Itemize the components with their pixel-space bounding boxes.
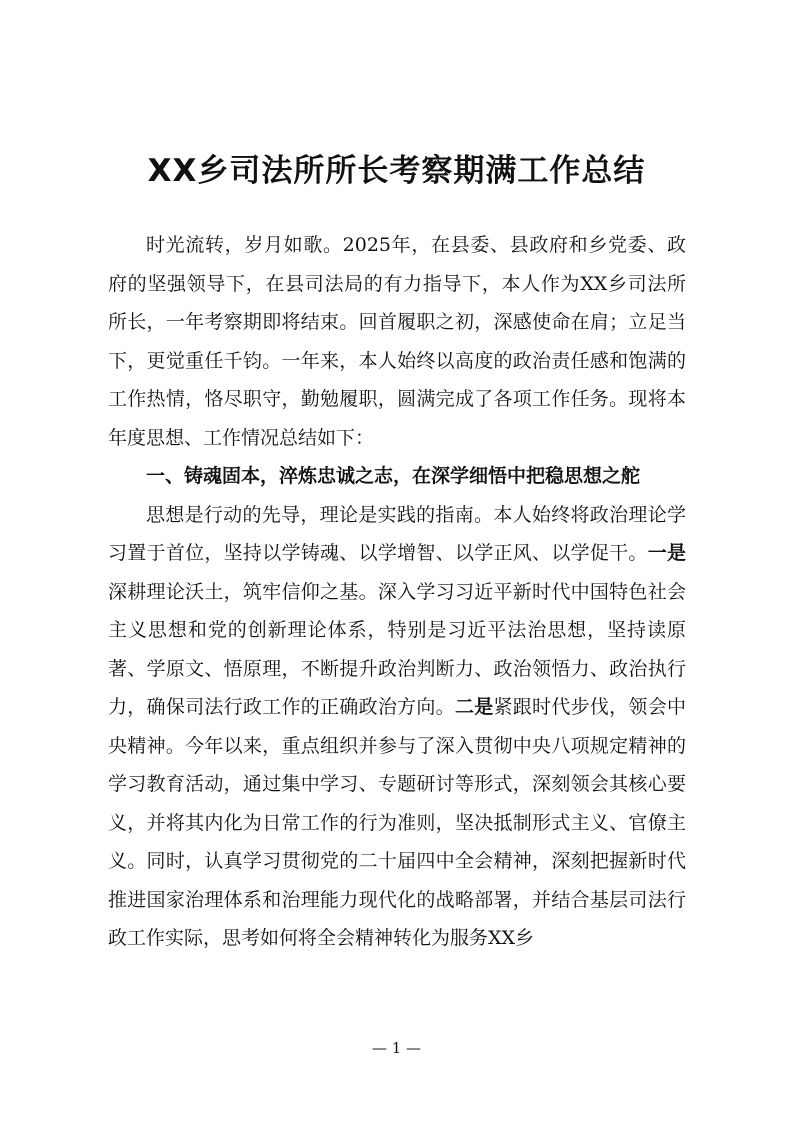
document-body bbox=[108, 226, 686, 958]
page-number: — 1 — bbox=[371, 1039, 422, 1057]
section-heading-1: 一、铸魂固本，淬炼忠诚之志，在深学细悟中把稳思想之舵 bbox=[146, 465, 641, 487]
section-1-text-c: 紧跟时代步伐，领会中央精神。今年以来，重点组织并参与了深入贯彻中央八项规定精神的学习教育活动，通过集中学习、专题研讨等形式，深刻领会其核心要义，并将其内化为日常工作的行为准则，坚决抵制形式主义、官僚主义。同时，认真学习贯彻党的二十届四中全会精神，深刻把握新时代推进国家治理体系和治理能力现代化的战略部署，并结合基层司法行政工作实际，思考如何将全会精神转化为服务XX乡 bbox=[108, 696, 686, 949]
intro-paragraph: 时光流转，岁月如歌。2025年，在县委、县政府和乡党委、政府的坚强领导下，在县司法局的有力指导下，本人作为XX乡司法所所长，一年考察期即将结束。回首履职之初，深感使命在肩；立足当下，更觉重任千钧。一年来，本人始终以高度的政治责任感和饱满的工作热情，恪尽职守，勤勉履职，圆满完成了各项工作任务。现将本年度思想、工作情况总结如下： bbox=[108, 234, 686, 449]
point-two-label: 二是 bbox=[454, 696, 494, 718]
section-1-paragraph bbox=[108, 496, 686, 958]
section-1-text-a: 思想是行动的先导，理论是实践的指南。本人始终将政治理论学习置于首位，坚持以学铸魂、以学增智、以学正风、以学促干。 bbox=[108, 503, 686, 564]
document-title: XX乡司法所所长考察期满工作总结 bbox=[147, 153, 646, 189]
point-one-label: 一是 bbox=[647, 542, 686, 564]
section-1-text-b: 深耕理论沃土，筑牢信仰之基。深入学习习近平新时代中国特色社会主义思想和党的创新理论体系，特别是习近平法治思想，坚持读原著、学原文、悟原理，不断提升政治判断力、政治领悟力、政治执行力，确保司法行政工作的正确政治方向。 bbox=[108, 580, 686, 718]
